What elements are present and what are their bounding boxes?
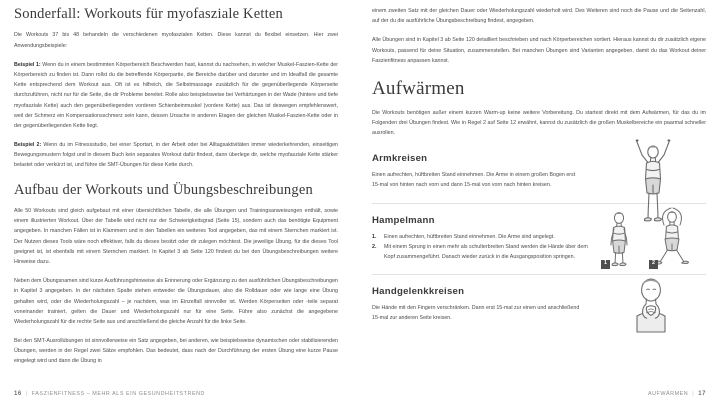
example-1-label: Beispiel 1:: [14, 61, 41, 68]
aufwaermen-intro: Die Workouts benötigen außer einem kurzen Warm-up keine weitere Vorbereitung. Du startest direkt mit dem Aufwärmen, für das du im Folgenden drei Übungen findest. Wie in Regel 2 auf Seite 12 erwähnt, kannst du zusätzlich die großen Muskelbereiche ein paarmal schneller ausrollen.: [372, 109, 706, 137]
example-1-paragraph: [14, 60, 338, 131]
intro-paragraph: Die Workouts 37 bis 48 behandeln die verschiedenen myofaszialen Ketten. Diese kannst du flexibel einsetzen. Hier zwei Anwendungsbeispiele:: [14, 32, 338, 49]
exercise-step: Mit einem Sprung in einen mehr als schulterbreiten Stand werden die Hände über dem Kopf zusammengeführt. Danach wieder zurück in die Ausgangsposition springen.: [384, 243, 588, 261]
aufbau-paragraph-2: Neben dem Übungsnamen sind kurze Ausführungshinweise als Erinnerung oder Ergänzung zu den ausführlichen Übungsbeschreibungen in Kapitel 3 angegeben. In der nächsten Spalte stehen entweder die Übungsdauer, also die Rolldauer oder wie lange eine Übung gehalten wird, oder die Wiederholungszahl – je nachdem, was im Einzelfall sinnvoller ist. Werden Körperseiten oder -teile separat voneinander trainiert, gelten die Dauer und Wiederholungszahl nur für eine Seite. Führe also zunächst die angegebene Wiederholungszahl für die rechte Seite aus und anschließend die gleiche Anzahl für die linke Seite.: [14, 278, 338, 325]
footer-separator-right: |: [692, 391, 695, 397]
continuation-paragraph: einem zweiten Satz mit der gleichen Dauer oder Wiederholungszahl wiederholt wird. Des Weiteren sind noch die Pause und die Seitenzahl, auf der du die ausführliche Übungsbeschreibung findest, angegeben.: [372, 8, 706, 25]
exercise-description-armkreisen: Einen aufrechten, hüftbreiten Stand einnehmen. Die Arme in einem großen Bogen erst 15-mal von hinten nach vorn und dann 15-mal von vorn nach hinten kreisen.: [372, 172, 576, 189]
exercise-name-hampelmann: Hampelmann: [372, 214, 435, 226]
aufbau-paragraph-3: Bei den SMT-Ausrollübungen ist sinnvollerweise ein Satz angegeben, bei anderen, wie beispielsweise dynamischen oder stabilisierenden Übungen, werden in der Regel zwei Sätze empfohlen. Das bedeutet, dass nach der Durchführung der ersten Übung eine kurze Pause eingelegt wird und dann die Übung in: [14, 338, 338, 365]
aufbau-paragraph-1: Alle 50 Workouts sind gleich aufgebaut mit einer übersichtlichen Tabelle, die alle Übungen und Trainingsanweisungen enthält, sowie einem illustrierten Workout. Über der Tabelle wird nicht nur der Schwierigkeitsgrad (Seite 15), sondern auch das benötigte Equipment angegeben. In manchen Fällen ist in Klammern und in den Tabellen ein weiteres Tool angegeben, das mit einem Sternchen markiert ist. Der Nutzen dieses Tools wäre noch effektiver, falls du dieses besitzt oder dir zulegen möchtest. Die jeweilige Übung, für die dieses Tool geeignet ist, ist ebenfalls mit einem Sternchen markiert. In Kapitel 3 ab Seite 120 findest du bei den Übungsbeschreibungen weitere Hinweise dazu.: [14, 208, 338, 265]
exercise-armkreisen: [372, 153, 706, 190]
example-2-text: Wenn du im Fitnessstudio, bei einer Sportart, in der Arbeit oder bei Alltagsaktivitäten immer wiederkehrenden, einseitigen Bewegungsmustern folgst und in diesem Buch kein separates Workout dafür findest, dann überlege dir, welche myofasziale Kette stärker belastet oder verkürzt ist, und führe die SMT-Übungen für diese Kette durch.: [14, 142, 338, 169]
exercise-name-handgelenkkreisen: Handgelenkkreisen: [372, 286, 465, 298]
exercise-handgelenkkreisen: [372, 286, 706, 323]
footer-left: [14, 391, 205, 397]
exercise-steps-hampelmann: [372, 232, 596, 263]
uebungen-paragraph: Alle Übungen sind in Kapitel 3 ab Seite 120 detailliert beschrieben und nach Körperbereichen sortiert. Hieraus kannst du dir zusätzlich eigene Workouts, passend für deine Situation, zusammenstellen. Bei manchen Übungen sind Varianten angegeben, damit du das Workout deiner Faszienfitness anpassen kannst.: [372, 37, 706, 64]
footer-title-right: AUFWÄRMEN: [647, 391, 689, 397]
step-badge-2: 2: [649, 260, 658, 269]
example-1-text: Wenn du in einem bestimmten Körperbereich Beschwerden hast, kannst du nachsehen, in welcher Muskel-Faszien-Kette der Körperbereich zu finden ist. Dann rollst du die betreffende Körperpartie, die Bereiche darüber und darunter und im Idealfall die gesamte Kette entsprechend dem Workout aus. Oft ist es hilfreich, die Selbstmassage zusätzlich für die gegenüberliegende Körperseite durchzuführen, nicht nur für die Seite, die dir Probleme bereitet. Rolle also beispielsweise bei Verhärtungen in der Wade (hintere und tiefe myofasziale Kette) auch den gegenüberliegenden vorderen Schienbeinmuskel (vordere Kette) aus. Das ist deswegen empfehlenswert, weil der Schmerz ein Kompensationsschmerz sein kann, dessen Ursache in anderen Etagen der gleichen Muskel-Faszien-Kette oder in der gegenüberliegenden Kette liegt.: [14, 61, 338, 129]
step-badge-1: 1: [601, 260, 610, 269]
section-heading-aufwaermen: Aufwärmen: [372, 77, 465, 99]
right-page: [360, 0, 720, 406]
exercise-hampelmann: [372, 214, 706, 267]
example-2-paragraph: [14, 140, 338, 171]
footer-page-number-right: 17: [698, 391, 706, 397]
exercise-description-handgelenkkreisen: Die Hände mit den Fingern verschränken. Dann erst 15-mal zur einen und anschließend 15-mal zur anderen Seite kreisen.: [372, 305, 580, 322]
footer-right: [648, 391, 706, 397]
footer-separator-left: |: [25, 391, 28, 397]
section-heading-aufbau: Aufbau der Workouts und Übungsbeschreibungen: [14, 181, 313, 198]
footer-page-number-left: 16: [14, 391, 22, 397]
page-title-left: Sonderfall: Workouts für myofasziale Ketten: [14, 6, 283, 22]
exercise-step: Einen aufrechten, hüftbreiten Stand einnehmen. Die Arme sind angelegt.: [384, 233, 555, 240]
example-2-label: Beispiel 2:: [14, 142, 42, 149]
exercise-name-armkreisen: Armkreisen: [372, 153, 428, 165]
footer-title-left: FASZIENFITNESS – MEHR ALS EIN GESUNDHEITSTREND: [31, 391, 206, 397]
interlaced-hands-figure-icon: [624, 274, 678, 334]
